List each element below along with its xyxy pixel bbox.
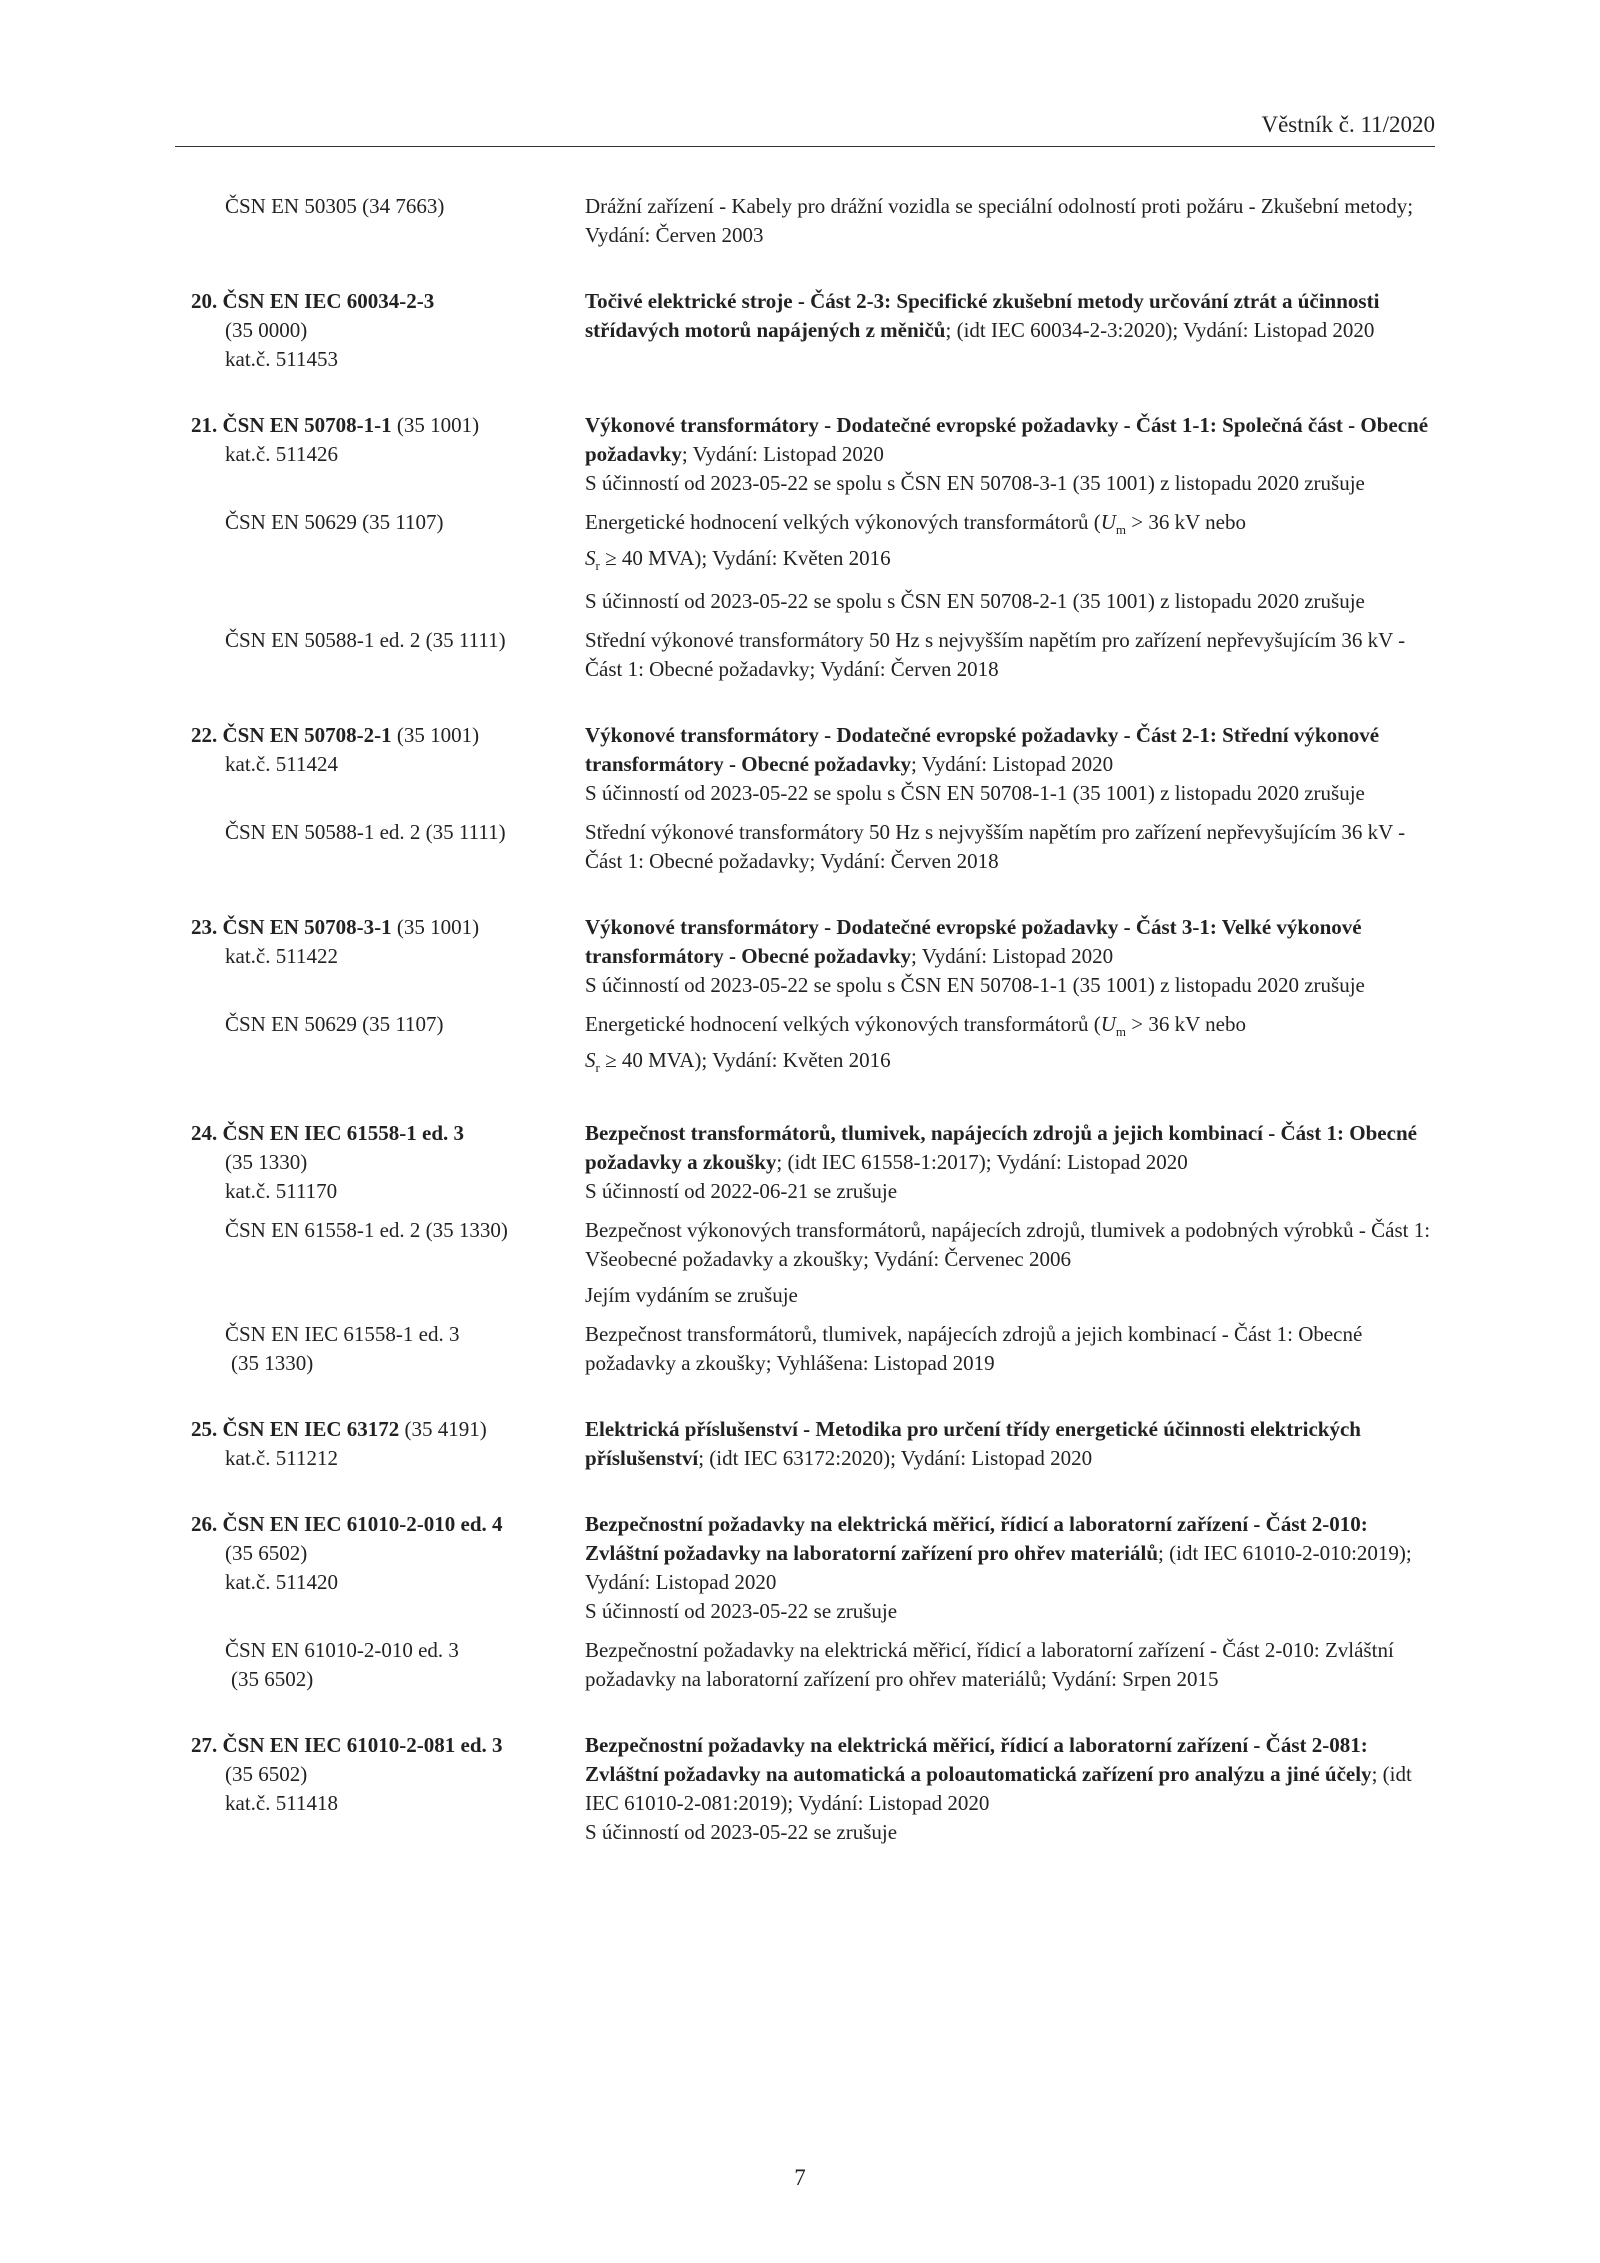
related-standard-title: Střední výkonové transformátory 50 Hz s nejvyšším napětím pro zařízení nepřevyšujícím 36 kV - Část 1: Obecné požadavky; Vydání: Červen 2018 xyxy=(585,820,1406,873)
standard-entry xyxy=(175,721,1435,876)
standard-title: Výkonové transformátory - Dodatečné evropské požadavky - Část 2-1: Střední výkonové transformátory - Obecné požadavky xyxy=(585,723,1380,776)
related-class-code: (35 6502) xyxy=(231,1667,314,1691)
standard-edition: ; (idt IEC 61010-2-081:2019); Vydání: Listopad 2020 xyxy=(585,1762,1412,1815)
validity-note: S účinností od 2023-05-22 se spolu s ČSN EN 50708-1-1 (35 1001) z listopadu 2020 zrušuje xyxy=(585,781,1365,805)
class-code: (35 1001) xyxy=(396,723,480,747)
standard-title: Bezpečnostní požadavky na elektrická měřicí, řídicí a laboratorní zařízení - Část 2-010: Zvláštní požadavky na laboratorní zařízení pro ohřev materiálů xyxy=(585,1512,1368,1565)
related-standard-row xyxy=(175,1636,1435,1694)
catalog-number: kat.č. 511424 xyxy=(225,752,338,776)
standard-code: ČSN EN IEC 61010-2-010 ed. 4 xyxy=(222,1512,503,1536)
standard-entry xyxy=(175,913,1435,1082)
standard-title: Bezpečnostní požadavky na elektrická měřicí, řídicí a laboratorní zařízení - Část 2-081: Zvláštní požadavky na automatická a poloautomatická zařízení pro analýzu a jiné účely xyxy=(585,1733,1372,1786)
related-standard-row xyxy=(175,1010,1435,1082)
standard-code: ČSN EN IEC 63172 xyxy=(222,1417,400,1441)
related-standard-code: ČSN EN 50588-1 ed. 2 (35 1111) xyxy=(225,820,506,844)
related-standard-code: ČSN EN 50588-1 ed. 2 (35 1111) xyxy=(225,628,506,652)
entry-number: 23. xyxy=(191,915,218,939)
related-standard-code: ČSN EN 50629 (35 1107) xyxy=(225,510,444,534)
standard-entry xyxy=(175,1119,1435,1378)
related-standard-code: ČSN EN IEC 61558-1 ed. 3 xyxy=(225,1322,460,1346)
standard-code: ČSN EN IEC 60034-2-3 xyxy=(222,289,435,313)
class-code: (35 0000) xyxy=(225,318,308,342)
related-standard-title: Střední výkonové transformátory 50 Hz s nejvyšším napětím pro zařízení nepřevyšujícím 36 kV - Část 1: Obecné požadavky; Vydání: Červen 2018 xyxy=(585,628,1406,681)
continuation-block xyxy=(175,192,1435,250)
catalog-number: kat.č. 511420 xyxy=(225,1570,338,1594)
standard-entry xyxy=(175,1731,1435,1847)
entry-number: 24. xyxy=(191,1121,218,1145)
catalog-number: kat.č. 511422 xyxy=(225,944,338,968)
entry-number: 26. xyxy=(191,1512,218,1536)
standard-edition: ; Vydání: Listopad 2020 xyxy=(681,442,884,466)
validity-note: S účinností od 2023-05-22 se spolu s ČSN EN 50708-2-1 (35 1001) z listopadu 2020 zrušuje xyxy=(585,589,1365,613)
related-standard-row xyxy=(175,1320,1435,1378)
standard-entry xyxy=(175,287,1435,374)
validity-note: Jejím vydáním se zrušuje xyxy=(585,1283,798,1307)
related-standard-row xyxy=(175,508,1435,616)
standard-edition: ; (idt IEC 63172:2020); Vydání: Listopad 2020 xyxy=(698,1446,1093,1470)
standard-title: Výkonové transformátory - Dodatečné evropské požadavky - Část 1-1: Společná část - Obecné požadavky xyxy=(585,413,1429,466)
entry-number: 25. xyxy=(191,1417,218,1441)
entry-number: 27. xyxy=(191,1733,218,1757)
standard-entry xyxy=(175,1415,1435,1473)
class-code: (35 4191) xyxy=(404,1417,487,1441)
class-code: (35 1001) xyxy=(396,413,480,437)
standard-edition: ; (idt IEC 61010-2-010:2019); Vydání: Listopad 2020 xyxy=(585,1541,1412,1594)
standard-title: Výkonové transformátory - Dodatečné evropské požadavky - Část 3-1: Velké výkonové transformátory - Obecné požadavky xyxy=(585,915,1362,968)
standard-title: Točivé elektrické stroje - Část 2-3: Specifické zkušební metody určování ztrát a účinnosti střídavých motorů napájených z měničů xyxy=(585,289,1380,342)
page-header xyxy=(175,110,1435,147)
standard-edition: ; (idt IEC 61558-1:2017); Vydání: Listopad 2020 xyxy=(776,1150,1188,1174)
class-code: (35 6502) xyxy=(225,1762,308,1786)
entry-number: 22. xyxy=(191,723,218,747)
related-standard-title: Bezpečnostní požadavky na elektrická měřicí, řídicí a laboratorní zařízení - Část 2-010: Zvláštní požadavky na laboratorní zařízení pro ohřev materiálů; Vydání: Srpen 2015 xyxy=(585,1638,1394,1691)
catalog-number: kat.č. 511212 xyxy=(225,1446,338,1470)
catalog-number: kat.č. 511418 xyxy=(225,1791,338,1815)
standard-code: ČSN EN 50708-2-1 xyxy=(222,723,392,747)
catalog-number: kat.č. 511170 xyxy=(225,1179,338,1203)
related-standard-row xyxy=(175,626,1435,684)
bulletin-title: Věstník č. 11/2020 xyxy=(1261,112,1435,137)
standards-list xyxy=(175,192,1435,1884)
standard-edition: ; Vydání: Listopad 2020 xyxy=(911,752,1114,776)
validity-note: S účinností od 2023-05-22 se spolu s ČSN EN 50708-1-1 (35 1001) z listopadu 2020 zrušuje xyxy=(585,973,1365,997)
related-standard-title: Bezpečnost transformátorů, tlumivek, napájecích zdrojů a jejich kombinací - Část 1: Obecné požadavky a zkoušky; Vyhlášena: Listopad 2019 xyxy=(585,1322,1363,1375)
validity-note: S účinností od 2023-05-22 se zrušuje xyxy=(585,1599,898,1623)
validity-note: S účinností od 2022-06-21 se zrušuje xyxy=(585,1179,898,1203)
related-standard-row xyxy=(175,192,1435,250)
validity-note: S účinností od 2023-05-22 se zrušuje xyxy=(585,1820,898,1844)
related-standard-code: ČSN EN 50629 (35 1107) xyxy=(225,1012,444,1036)
standard-code: ČSN EN 50708-1-1 xyxy=(222,413,392,437)
related-standard-title: Bezpečnost výkonových transformátorů, napájecích zdrojů, tlumivek a podobných výrobků - Část 1: Všeobecné požadavky a zkoušky; Vydání: Červenec 2006 xyxy=(585,1218,1431,1271)
standard-code: ČSN EN IEC 61010-2-081 ed. 3 xyxy=(222,1733,503,1757)
entry-number: 20. xyxy=(191,289,218,313)
related-standard-code: ČSN EN 61010-2-010 ed. 3 xyxy=(225,1638,459,1662)
standard-code: ČSN EN IEC 61558-1 ed. 3 xyxy=(222,1121,465,1145)
catalog-number: kat.č. 511426 xyxy=(225,442,338,466)
related-standard-row xyxy=(175,1216,1435,1310)
class-code: (35 1001) xyxy=(396,915,480,939)
related-standard-title: Energetické hodnocení velkých výkonových transformátorů ($U_m > 36$ kV nebo $S_r \ge 40$ MVA); Vydání: Květen 2016 xyxy=(585,1012,1246,1075)
class-code: (35 1330) xyxy=(225,1150,308,1174)
related-standard-title: Drážní zařízení - Kabely pro drážní vozidla se speciální odolností proti požáru - Zkušební metody; Vydání: Červen 2003 xyxy=(585,194,1414,247)
related-class-code: (35 1330) xyxy=(231,1351,314,1375)
standard-title: Elektrická příslušenství - Metodika pro určení třídy energetické účinnosti elektrických příslušenství xyxy=(585,1417,1361,1470)
standard-edition: ; (idt IEC 60034-2-3:2020); Vydání: Listopad 2020 xyxy=(945,318,1375,342)
standard-entry xyxy=(175,1510,1435,1694)
standard-entry xyxy=(175,411,1435,684)
related-standard-row xyxy=(175,818,1435,876)
standard-title: Bezpečnost transformátorů, tlumivek, napájecích zdrojů a jejich kombinací - Část 1: Obecné požadavky a zkoušky xyxy=(585,1121,1417,1174)
related-standard-title: Energetické hodnocení velkých výkonových transformátorů ($U_m > 36$ kV nebo $S_r \ge 40$ MVA); Vydání: Květen 2016 xyxy=(585,510,1246,573)
class-code: (35 6502) xyxy=(225,1541,308,1565)
standard-code: ČSN EN 50708-3-1 xyxy=(222,915,392,939)
catalog-number: kat.č. 511453 xyxy=(225,347,338,371)
validity-note: S účinností od 2023-05-22 se spolu s ČSN EN 50708-3-1 (35 1001) z listopadu 2020 zrušuje xyxy=(585,471,1365,495)
page-number: 7 xyxy=(794,2165,806,2190)
related-standard-code: ČSN EN 61558-1 ed. 2 (35 1330) xyxy=(225,1218,508,1242)
standard-edition: ; Vydání: Listopad 2020 xyxy=(911,944,1114,968)
entry-number: 21. xyxy=(191,413,218,437)
related-standard-code: ČSN EN 50305 (34 7663) xyxy=(225,194,445,218)
